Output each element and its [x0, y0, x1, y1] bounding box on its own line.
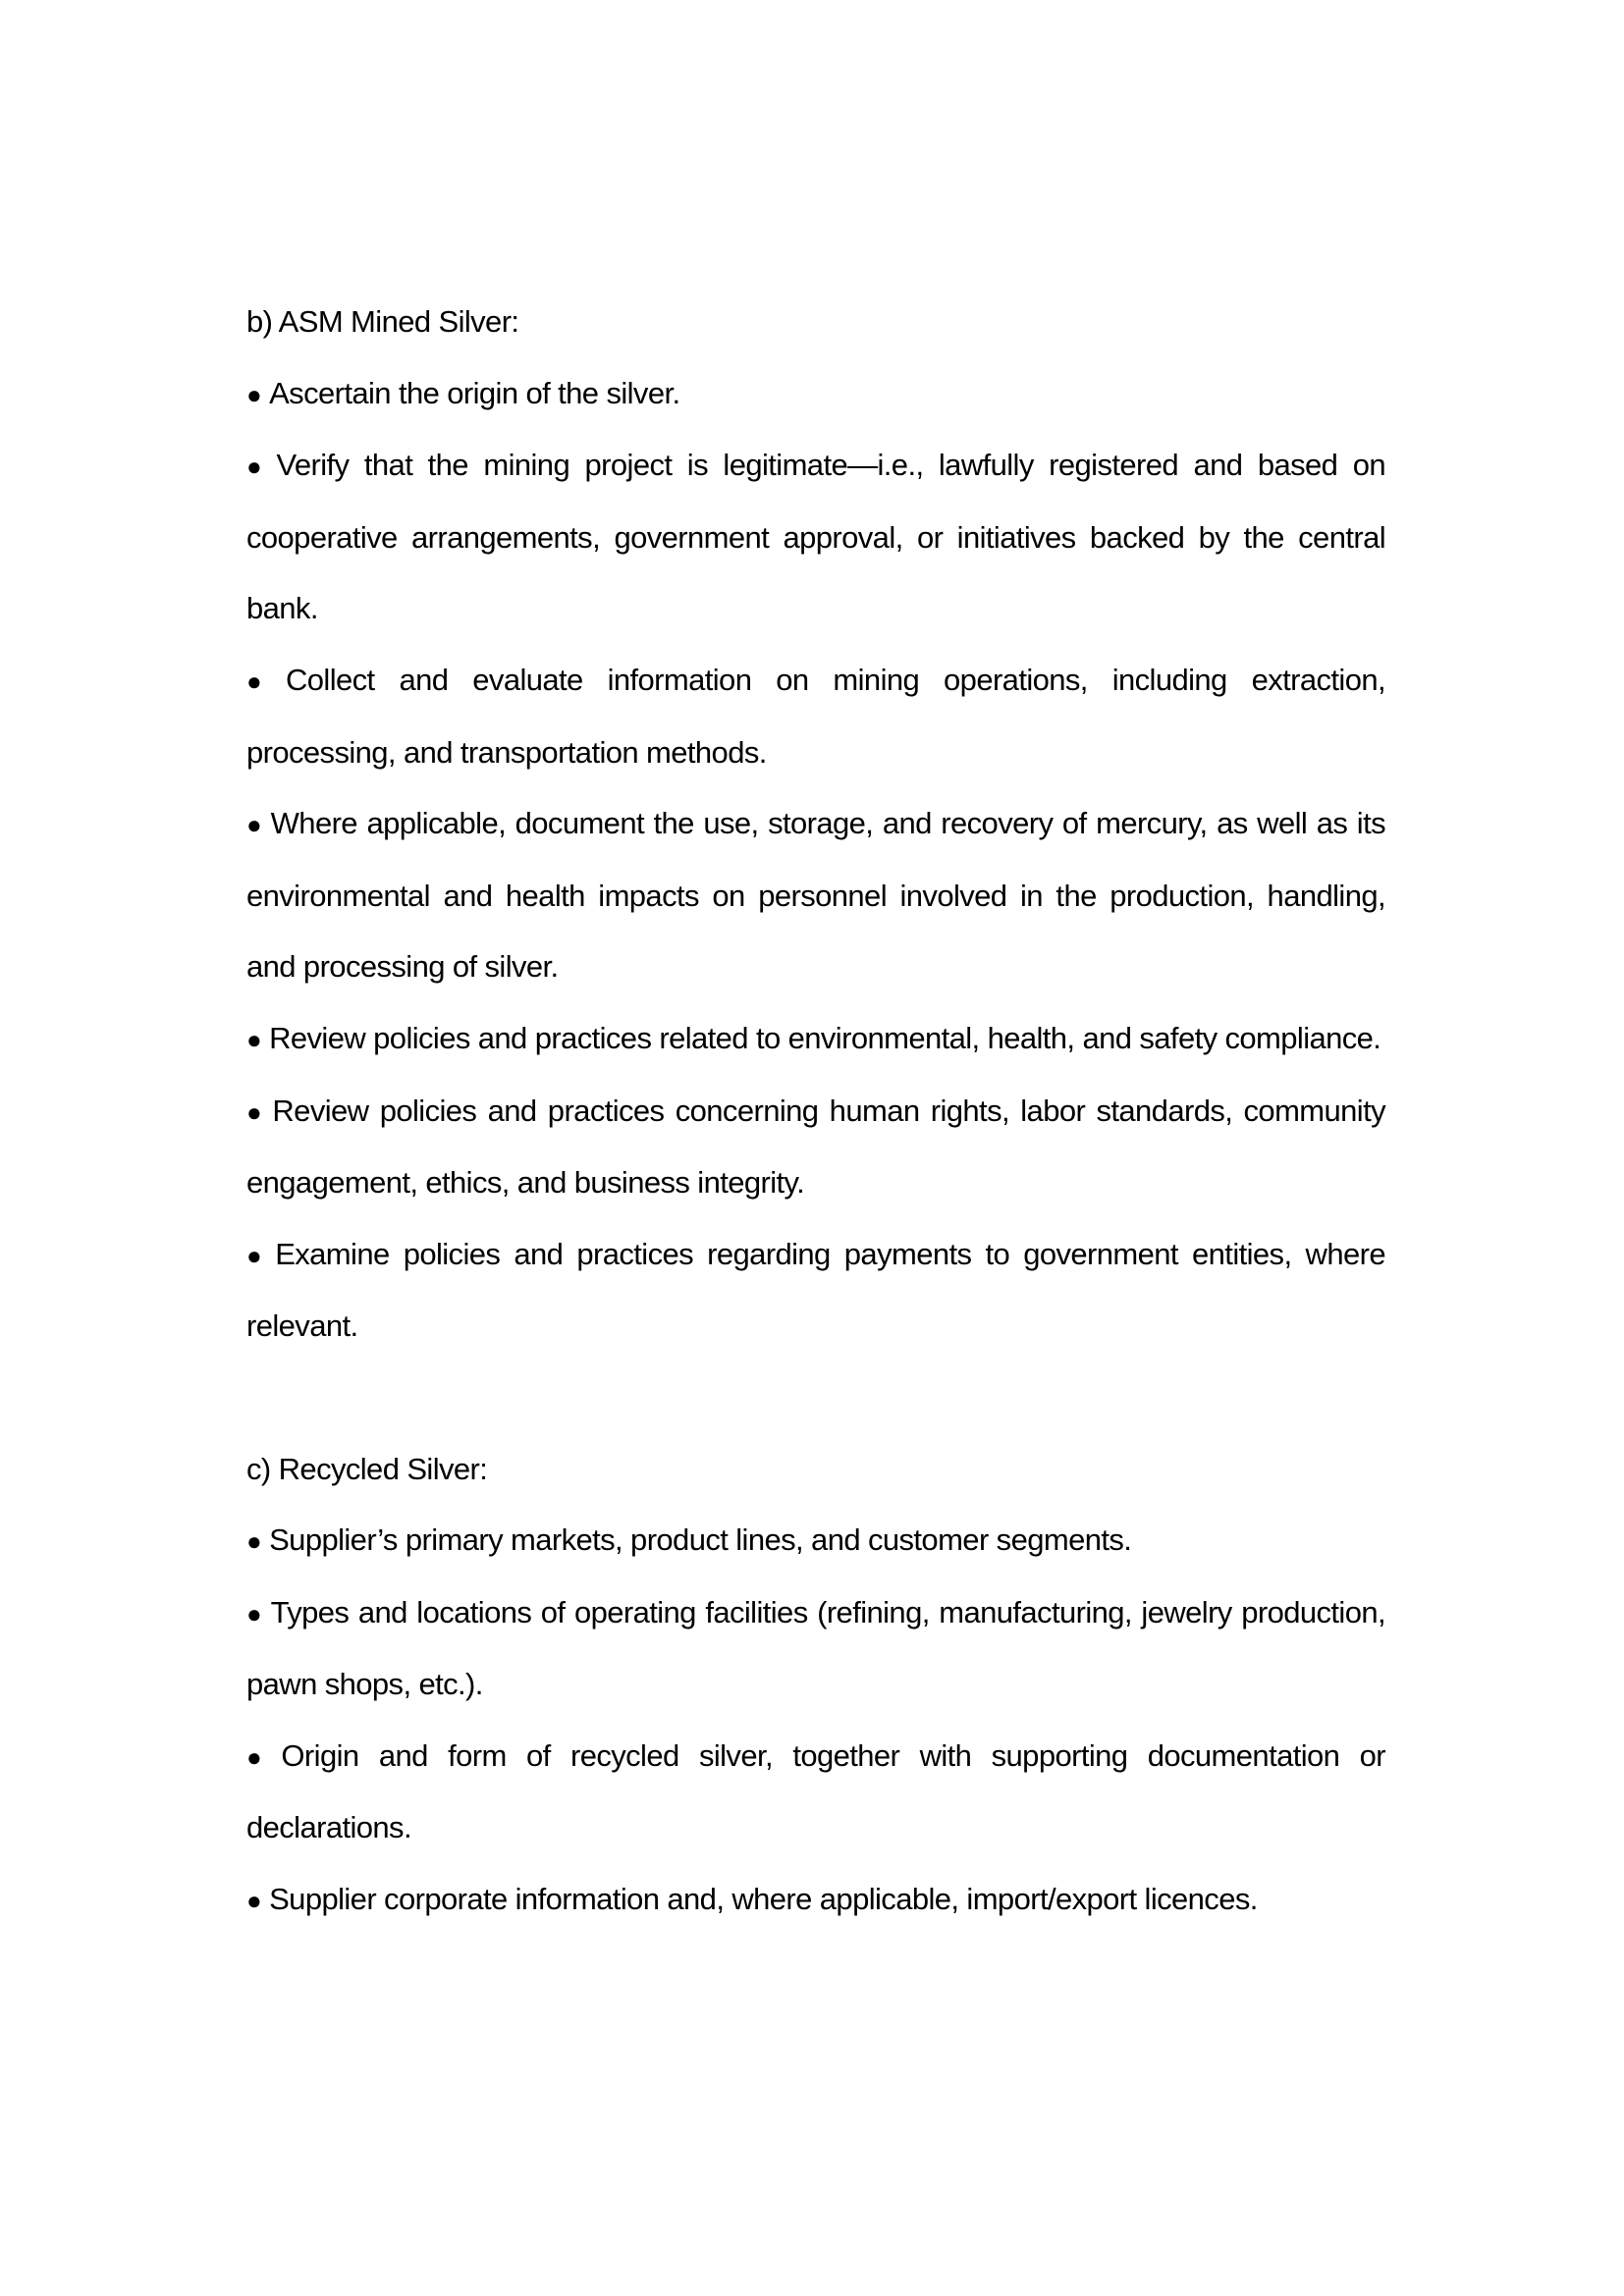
bullet-list — [246, 1505, 1385, 1937]
list-item-text: Collect and evaluate information on mining operations, including extraction, processing, and transportation methods. — [246, 662, 1385, 770]
bullet-icon: ● — [246, 1240, 268, 1270]
bullet-icon: ● — [246, 810, 263, 840]
list-item — [246, 645, 1385, 788]
list-item-text: Where applicable, document the use, storage, and recovery of mercury, as well as its environmental and health impacts on personnel involved in the production, handling, and processing of silver. — [246, 806, 1385, 985]
list-item — [246, 1577, 1385, 1721]
section-spacer — [246, 1362, 1385, 1434]
list-item-text: Origin and form of recycled silver, together with supporting documentation or declarations. — [246, 1737, 1385, 1845]
list-item — [246, 1864, 1385, 1937]
list-item — [246, 1003, 1385, 1076]
list-item-text: Types and locations of operating facilities (refining, manufacturing, jewelry production, pawn shops, etc.). — [246, 1594, 1385, 1702]
list-item — [246, 430, 1385, 645]
bullet-icon: ● — [246, 1598, 263, 1629]
list-item — [246, 1721, 1385, 1864]
list-item-text: Supplier corporate information and, where applicable, import/export licences. — [269, 1882, 1258, 1917]
list-item — [246, 358, 1385, 431]
bullet-icon: ● — [246, 1526, 262, 1557]
bullet-icon: ● — [246, 379, 262, 409]
section-heading: b) ASM Mined Silver: — [246, 304, 519, 339]
list-item-text: Review policies and practices related to environmental, health, and safety compliance. — [269, 1020, 1381, 1055]
bullet-icon: ● — [246, 1886, 262, 1916]
section-heading: c) Recycled Silver: — [246, 1451, 488, 1486]
list-item — [246, 788, 1385, 1003]
section-recycled-silver — [246, 1434, 1385, 1937]
bullet-icon: ● — [246, 1741, 274, 1772]
bullet-icon: ● — [246, 1024, 262, 1054]
list-item-text: Review policies and practices concerning human rights, labor standards, community engagement, ethics, and business integrity. — [246, 1093, 1386, 1201]
list-item — [246, 1076, 1385, 1219]
bullet-icon: ● — [246, 666, 278, 696]
document-page — [246, 287, 1385, 1937]
list-item-text: Examine policies and practices regarding payments to government entities, where relevant. — [246, 1236, 1385, 1344]
bullet-icon: ● — [246, 452, 269, 482]
section-asm-mined-silver — [246, 287, 1385, 1362]
bullet-list — [246, 358, 1385, 1362]
list-item-text: Supplier’s primary markets, product lines, and customer segments. — [269, 1522, 1132, 1558]
list-item — [246, 1219, 1385, 1362]
list-item — [246, 1505, 1385, 1577]
list-item-text: Ascertain the origin of the silver. — [269, 375, 680, 410]
list-item-text: Verify that the mining project is legitimate—i.e., lawfully registered and based on cooperative arrangements, government approval, or initiatives backed by the central bank. — [246, 448, 1385, 626]
bullet-icon: ● — [246, 1096, 265, 1127]
